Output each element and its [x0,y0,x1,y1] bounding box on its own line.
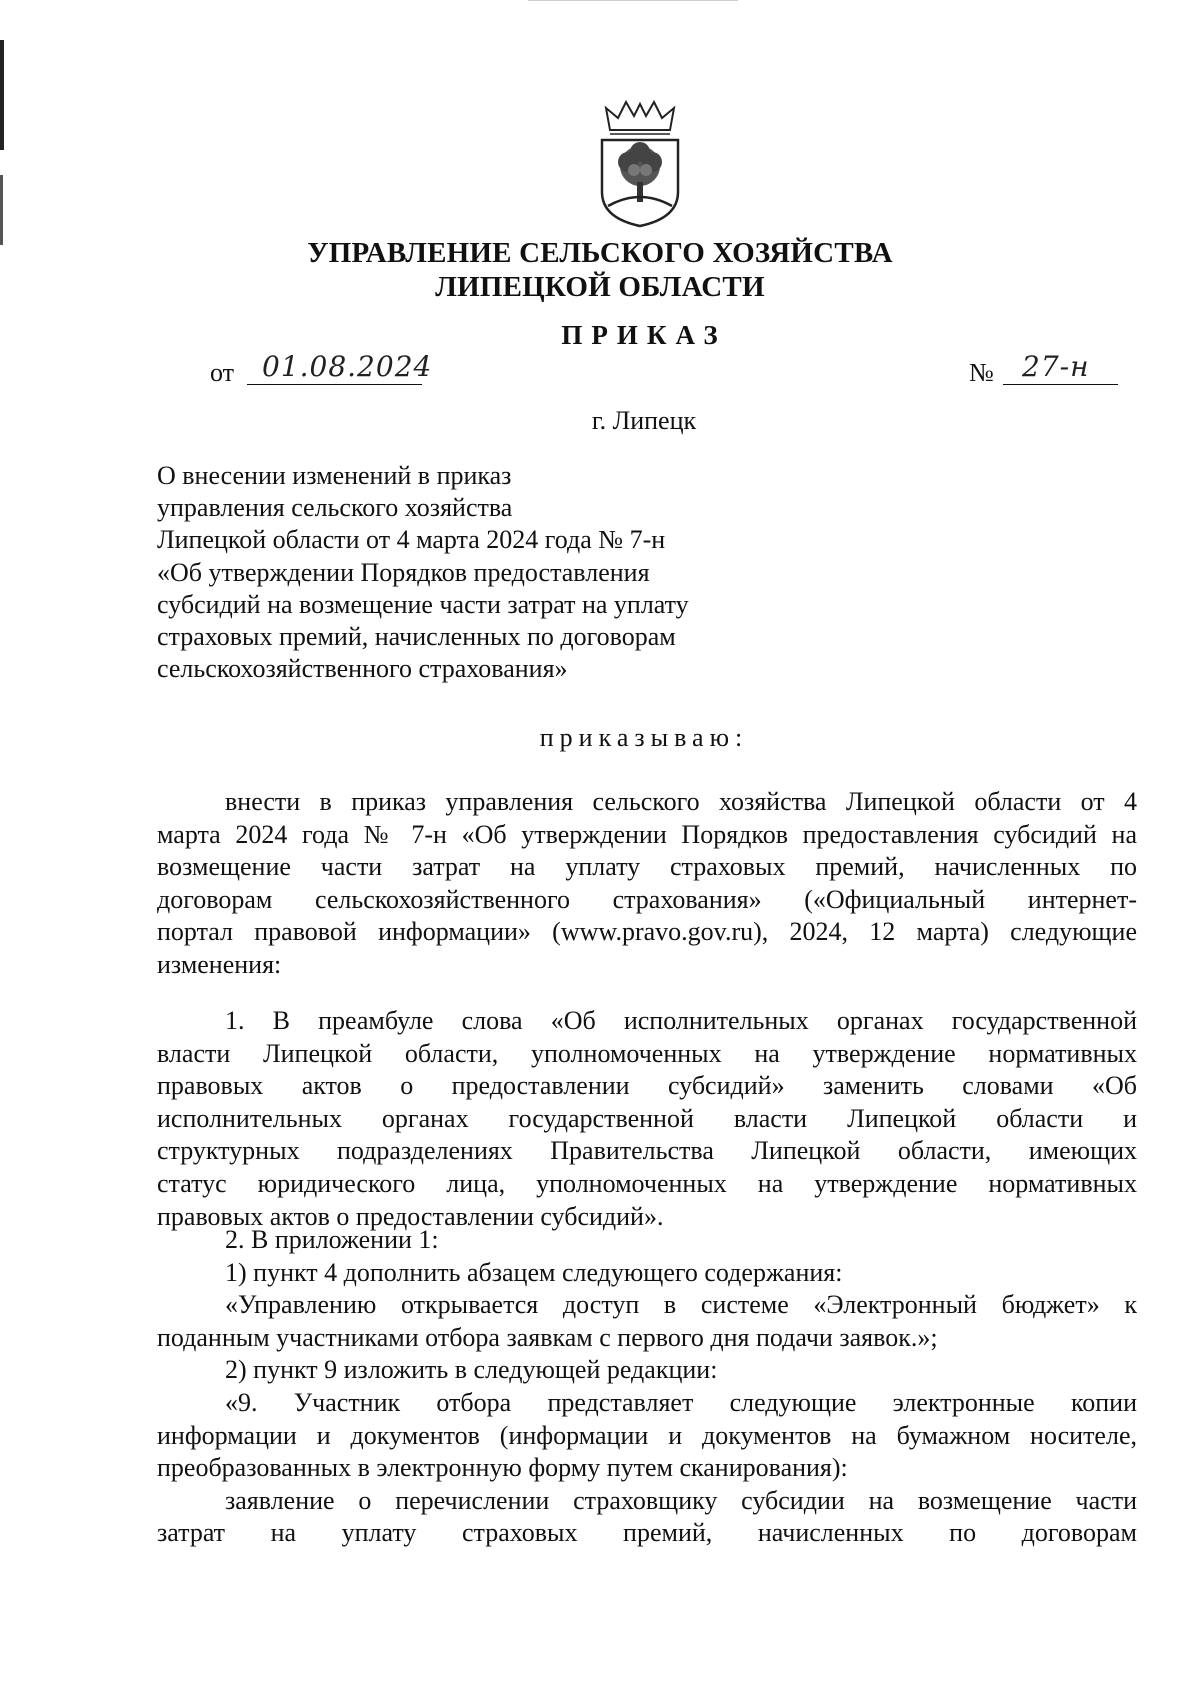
text-line: договорам сельскохозяйственного страхования» («Официальный интернет- [157,884,1137,914]
scan-artifact [0,40,4,150]
text-line: возмещение части затрат на уплату страховых премий, начисленных по [157,852,1137,882]
text-line: марта 2024 года № 7-н «Об утверждении Порядков предоставления субсидий на [157,819,1137,849]
organization-name-line2: ЛИПЕЦКОЙ ОБЛАСТИ [435,271,765,303]
text-line: «Управлению открывается доступ в системе «Электронный бюджет» к [225,1290,1137,1320]
text-line: 1) пункт 4 дополнить абзацем следующего содержания: [225,1257,843,1287]
subject-line: Липецкой области от 4 марта 2024 года № 7-н [157,525,666,555]
scan-artifact [0,175,3,245]
text-line: 2. В приложении 1: [225,1225,439,1254]
handwritten-number: 27-н [1022,350,1090,383]
text-line: заявление о перечислении страховщику субсидии на возмещение части [225,1485,1137,1515]
text-line: 1. В преамбуле слова «Об исполнительных органах государственной [225,1006,1137,1035]
order-subject [157,460,797,685]
paragraph-intro [157,786,1137,982]
text-line: преобразованных в электронную форму путем сканирования): [157,1453,848,1483]
paragraph-item-2 [157,1224,1137,1550]
paragraph-item-1 [157,1005,1137,1233]
orders-word: приказываю: [539,723,749,752]
subject-line: управления сельского хозяйства [157,493,513,523]
text-line: структурных подразделениях Правительства Липецкой области, имеющих [157,1136,1137,1166]
text-line: внести в приказ управления сельского хозяйства Липецкой области от 4 [225,787,1137,816]
subject-line: О внесении изменений в приказ [157,461,512,490]
date-underline [247,384,422,385]
text-line: затрат на уплату страховых премий, начисленных по договорам [157,1518,1137,1548]
text-line: статус юридического лица, уполномоченных на утверждение нормативных [157,1168,1137,1198]
organization-name-line1: УПРАВЛЕНИЕ СЕЛЬСКОГО ХОЗЯЙСТВА [307,237,893,269]
lipetsk-coat-of-arms-icon [596,100,684,228]
text-line: правовых актов о предоставлении субсидий» заменить словами «Об [157,1071,1137,1101]
subject-line: страховых премий, начисленных по договорам [157,622,676,652]
text-line: исполнительных органах государственной власти Липецкой области и [157,1103,1137,1133]
text-line: «9. Участник отбора представляет следующие электронные копии [225,1387,1137,1417]
number-underline [1003,384,1118,385]
scan-artifact [528,0,738,1]
city: г. Липецк [591,406,697,435]
text-line: изменения: [157,949,282,979]
number-label: № [969,358,994,387]
text-line: 2) пункт 9 изложить в следующей редакции: [225,1355,718,1385]
subject-line: субсидий на возмещение части затрат на уплату [157,589,689,619]
date-label: от [210,358,235,387]
text-line: портал правовой информации» (www.pravo.gov.ru), 2024, 12 марта) следующие [157,917,1137,947]
text-line: правовых актов о предоставлении субсидий». [157,1201,664,1231]
subject-line: «Об утверждении Порядков предоставления [157,557,650,587]
text-line: информации и документов (информации и документов на бумажном носителе, [157,1420,1137,1450]
handwritten-date: 01.08.2024 [262,350,433,383]
document-type: ПРИКАЗ [561,320,727,350]
text-line: власти Липецкой области, уполномоченных на утверждение нормативных [157,1038,1137,1068]
subject-line: сельскохозяйственного страхования» [157,654,568,684]
text-line: поданным участниками отбора заявкам с первого дня подачи заявок.»; [157,1322,938,1352]
